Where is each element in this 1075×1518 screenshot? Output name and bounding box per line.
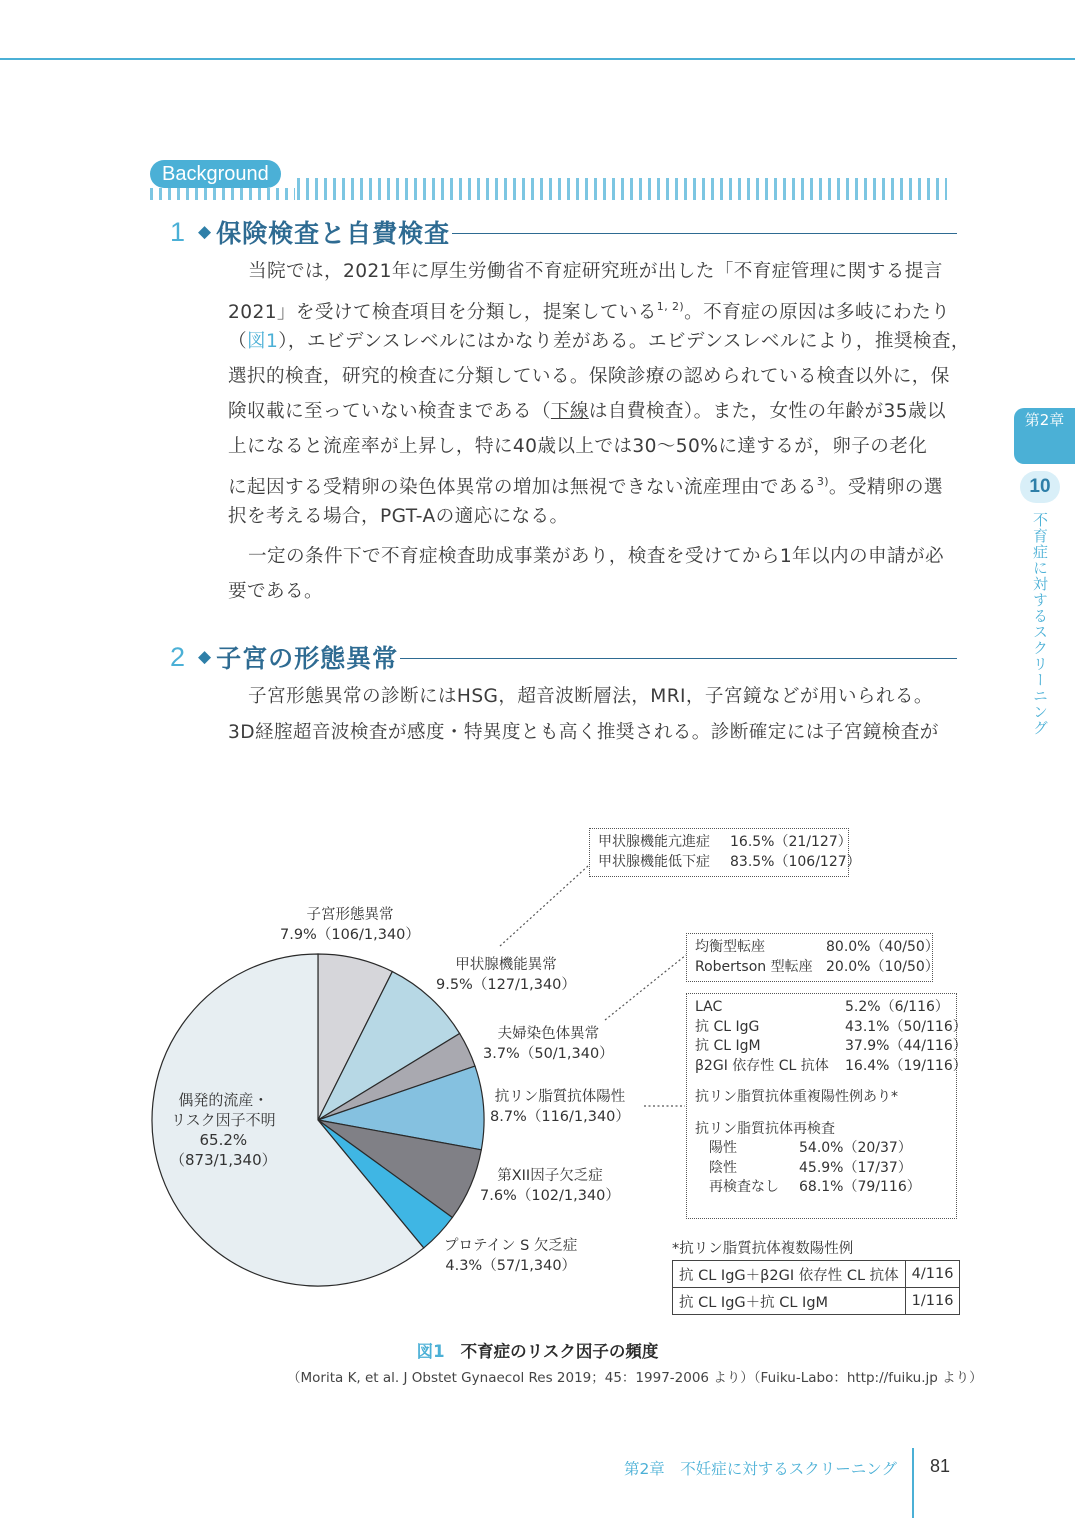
figure-title: 不育症のリスク因子の頻度 <box>460 1342 659 1361</box>
detail-value: 80.0%（40/50） <box>826 939 939 955</box>
label-factor12 <box>480 1166 620 1206</box>
detail-value: 5.2%（6/116） <box>845 999 949 1015</box>
table-cell: 4/116 <box>905 1261 960 1288</box>
text-span: は自費検査）。また，女性の年齢が35歳以 <box>588 401 946 422</box>
detail-value: 20.0%（10/50） <box>826 958 939 975</box>
section-title: 子宮の形態異常 <box>216 644 399 673</box>
detail-key: 甲状腺機能亢進症 <box>598 834 710 850</box>
section-number: 1 <box>170 216 186 247</box>
detail-subtitle: 抗リン脂質抗体再検査 <box>695 1120 835 1137</box>
chapter-number-badge: 10 <box>1020 471 1060 503</box>
figure-number: 図1 <box>416 1342 445 1361</box>
label-value: 7.9%（106/1,340） <box>280 927 420 943</box>
text-span: （ <box>228 331 247 352</box>
page-number: 81 <box>930 1456 951 1476</box>
multi-positive-note: *抗リン脂質抗体複数陽性例 <box>672 1241 854 1257</box>
label-value: 9.5%（127/1,340） <box>436 977 576 993</box>
background-tag: Background <box>150 160 281 188</box>
paragraph-line: 当院では，2021年に厚生労働省不育症研究班が出した「不育症管理に関する提言 <box>248 261 943 282</box>
label-name: 甲状腺機能異常 <box>455 957 557 973</box>
detail-note: 抗リン脂質抗体重複陽性例あり* <box>695 1089 898 1105</box>
detail-key: 抗 CL IgM <box>695 1038 761 1054</box>
figure-source: （Morita K, et al. J Obstet Gynaecol Res 2019；45：1997-2006 より）（Fuiku-Labo：http://fuiku.jp より） <box>287 1370 983 1386</box>
label-name: プロテイン S 欠乏症 <box>444 1238 578 1254</box>
label-name: 偶発的流産・ <box>178 1091 269 1109</box>
label-name: 夫婦染色体異常 <box>497 1026 600 1042</box>
detail-value: 16.5%（21/127） <box>730 834 852 850</box>
label-value: 3.7%（50/1,340） <box>483 1046 614 1062</box>
label-unknown <box>170 1090 277 1170</box>
text-span: 。受精卵の選 <box>828 477 943 498</box>
label-thyroid <box>436 955 576 995</box>
section-title: 保険検査と自費検査 <box>216 219 451 248</box>
paragraph-line: 子宮形態異常の診断にはHSG，超音波断層法，MRI，子宮鏡などが用いられる。 <box>248 686 933 707</box>
text-span: 。不育症の原因は多岐にわたり <box>684 302 951 323</box>
detail-key: 再検査なし <box>709 1179 779 1195</box>
section-number: 2 <box>170 641 186 672</box>
text-span: ），エビデンスレベルにはかなり差がある。エビデンスレベルにより，推奨検査， <box>278 331 970 352</box>
label-name: 抗リン脂質抗体陽性 <box>494 1089 626 1105</box>
text-span: 険収載に至っていない検査まである（ <box>228 401 551 422</box>
running-footer: 第2章 不妊症に対するスクリーニング <box>623 1460 897 1478</box>
text-span: に起因する受精卵の染色体異常の増加は無視できない流産理由である <box>228 477 817 498</box>
label-name: 第XII因子欠乏症 <box>497 1168 603 1184</box>
figure-reference[interactable]: 図1 <box>247 331 279 352</box>
multi-positive-table <box>672 1260 960 1315</box>
detail-value: 43.1%（50/116） <box>845 1018 967 1035</box>
detail-key: 甲状腺機能低下症 <box>598 853 710 870</box>
label-uterus <box>280 905 420 945</box>
detail-key: β2GI 依存性 CL 抗体 <box>695 1057 829 1074</box>
paragraph-line: 3D経腟超音波検査が感度・特異度とも高く推奨される。診断確定には子宮鏡検査が <box>228 722 939 743</box>
label-value: 8.7%（116/1,340） <box>490 1109 630 1125</box>
label-name: リスク因子不明 <box>170 1111 276 1129</box>
detail-key: 陰性 <box>709 1159 737 1176</box>
paragraph-line: 要である。 <box>228 581 323 602</box>
label-value: 4.3%（57/1,340） <box>445 1258 577 1274</box>
figure-caption <box>0 1338 1075 1362</box>
citation: 3) <box>816 475 829 488</box>
footer-divider <box>912 1448 914 1518</box>
detail-value: 83.5%（106/127） <box>730 853 861 870</box>
label-name: 子宮形態異常 <box>306 907 394 923</box>
detail-key: 均衡型転座 <box>695 939 765 955</box>
table-row <box>673 1261 960 1288</box>
detail-value: 16.4%（19/116） <box>845 1057 967 1074</box>
paragraph-line: 選択的検査，研究的検査に分類している。保険診療の認められている検査以外に，保 <box>228 366 950 387</box>
table-row <box>673 1288 960 1315</box>
label-protein-s <box>444 1236 577 1276</box>
detail-value: 37.9%（44/116） <box>845 1038 967 1054</box>
underlined-text: 下線 <box>550 401 589 422</box>
label-apl <box>490 1087 630 1127</box>
detail-value: 45.9%（17/37） <box>799 1159 912 1176</box>
detail-value: 54.0%（20/37） <box>799 1140 912 1156</box>
diamond-icon: ◆ <box>198 647 212 667</box>
leader-line-chromosome <box>605 955 686 1020</box>
text-span: 2021」を受けて検査項目を分類し，提案している <box>228 302 657 323</box>
paragraph-line: 上になると流産率が上昇し，特に40歳以上では30〜50%に達するが，卵子の老化 <box>228 436 928 457</box>
apl-detail-box <box>686 993 967 1219</box>
chapter-tab[interactable]: 第2章 <box>1014 408 1075 464</box>
detail-key: 抗 CL IgG <box>695 1018 760 1035</box>
chapter-side-title: 不育症に対するスクリーニング <box>1031 512 1049 736</box>
detail-key: Robertson 型転座 <box>695 958 813 975</box>
table-cell: 抗 CL IgG＋抗 CL IgM <box>673 1288 906 1315</box>
detail-key: LAC <box>695 999 723 1015</box>
label-value: 65.2% <box>199 1131 248 1149</box>
label-value: 7.6%（102/1,340） <box>480 1188 620 1204</box>
paragraph-line: 一定の条件下で不育症検査助成事業があり，検査を受けてから1年以内の申請が必 <box>248 546 945 567</box>
thyroid-detail-box <box>589 828 861 877</box>
leader-line-thyroid <box>500 866 588 946</box>
citation: 1, 2) <box>656 300 685 313</box>
chromosome-detail-box <box>686 933 939 982</box>
detail-value: 68.1%（79/116） <box>799 1179 921 1195</box>
label-value: （873/1,340） <box>170 1151 277 1169</box>
table-cell: 抗 CL IgG＋β2GI 依存性 CL 抗体 <box>673 1261 906 1288</box>
label-chromosome <box>483 1024 614 1064</box>
paragraph-line: 択を考える場合，PGT-Aの適応になる。 <box>228 506 569 527</box>
detail-key: 陽性 <box>709 1140 737 1156</box>
table-cell: 1/116 <box>905 1288 960 1315</box>
diamond-icon: ◆ <box>198 222 212 242</box>
